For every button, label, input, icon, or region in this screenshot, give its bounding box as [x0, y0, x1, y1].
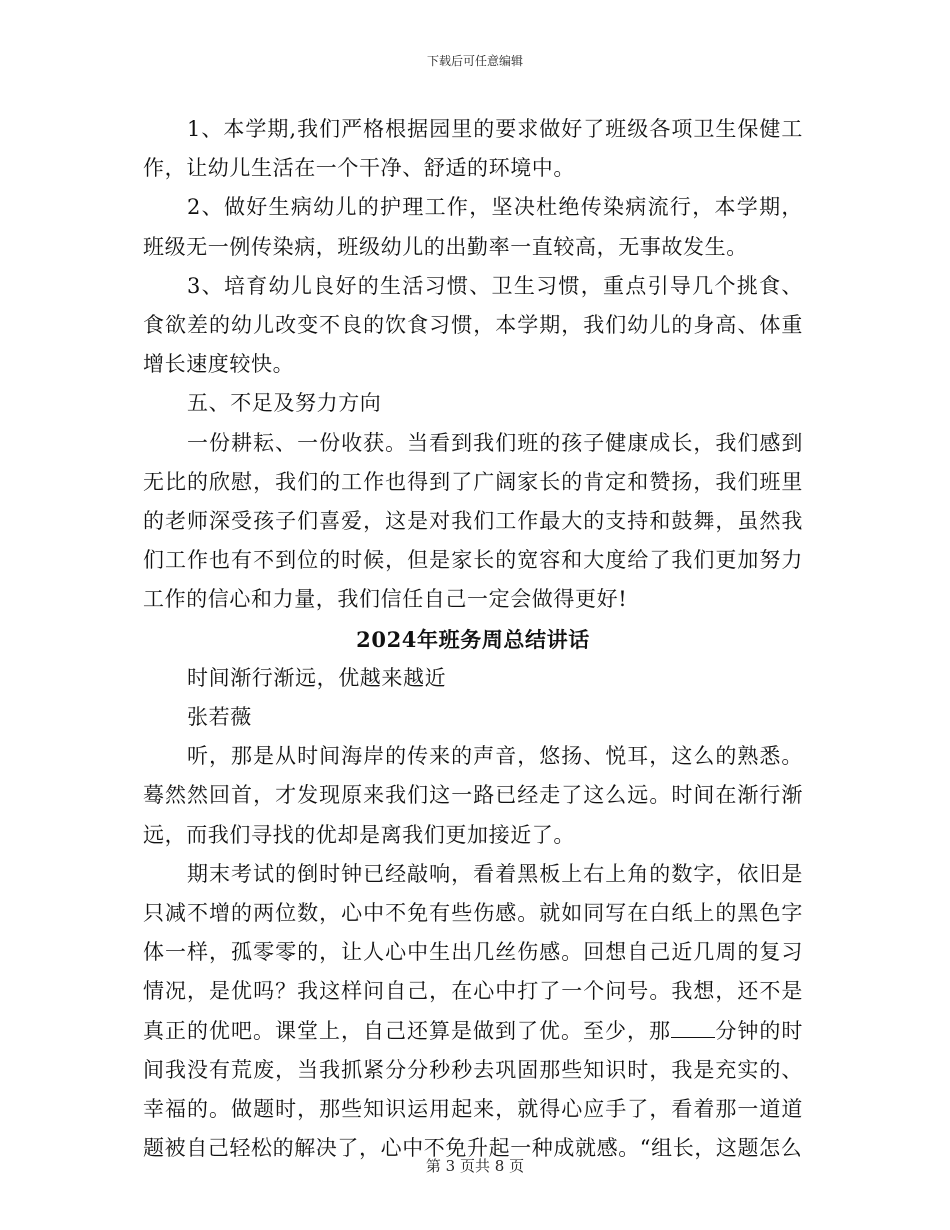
section-heading-shortcomings: 五、不足及努力方向 — [187, 391, 382, 416]
article-subtitle: 时间渐行渐远，优越来越近 — [187, 665, 447, 690]
article-paragraph-2 — [143, 855, 803, 1169]
paragraph-hygiene: 1、本学期,我们严格根据园里的要求做好了班级各项卫生保健工作，让幼儿生活在一个干净、舒适的环境中。 — [143, 117, 803, 181]
paragraph-habits: 3、培育幼儿良好的生活习惯、卫生习惯，重点引导几个挑食、食欲差的幼儿改变不良的饮食习惯，本学期，我们幼儿的身高、体重增长速度较快。 — [143, 273, 803, 377]
article-title: 2024年班务周总结讲话 — [356, 626, 590, 652]
paragraph-conclusion: 一份耕耘、一份收获。当看到我们班的孩子健康成长，我们感到无比的欣慰，我们的工作也得到了广阔家长的肯定和赞扬，我们班里的老师深受孩子们喜爱，这是对我们工作最大的支持和鼓舞，虽然我们工作也有不到位的时候，但是家长的宽容和大度给了我们更加努力工作的信心和力量，我们信任自己一定会做得更好! — [143, 430, 803, 612]
document-body — [143, 110, 803, 1168]
article-author: 张若薇 — [187, 705, 252, 730]
paragraph-care: 2、做好生病幼儿的护理工作，坚决杜绝传染病流行，本学期，班级无一例传染病，班级幼儿的出勤率一直较高，无事故发生。 — [143, 195, 803, 259]
fill-in-blank — [671, 1019, 715, 1038]
page-header-note: 下载后可任意编辑 — [426, 54, 523, 68]
page-number: 第 3 页共 8 页 — [425, 1157, 525, 1175]
paragraph-2-text-after: 分钟的时间我没有荒废，当我抓紧分分秒秒去巩固那些知识时，我是充实的、幸福的。做题时，那些知识运用起来，就得心应手了，看着那一道道题被自己轻松的解决了，心中不免升起一种成就感。“组长，这题怎么 — [143, 1018, 803, 1161]
paragraph-2-text-before: 期末考试的倒时钟已经敲响，看着黑板上右上角的数字，依旧是只减不增的两位数，心中不免有些伤感。就如同写在白纸上的黑色字体一样，孤零零的，让人心中生出几丝伤感。回想自己近几周的复习情况，是优吗？我这样问自己，在心中打了一个问号。我想，还不是真正的优吧。课堂上，自己还算是做到了优。至少，那 — [143, 861, 803, 1043]
article-paragraph-1: 听，那是从时间海岸的传来的声音，悠扬、悦耳，这么的熟悉。蓦然然回首，才发现原来我们这一路已经走了这么远。时间在渐行渐远，而我们寻找的优却是离我们更加接近了。 — [143, 744, 803, 847]
